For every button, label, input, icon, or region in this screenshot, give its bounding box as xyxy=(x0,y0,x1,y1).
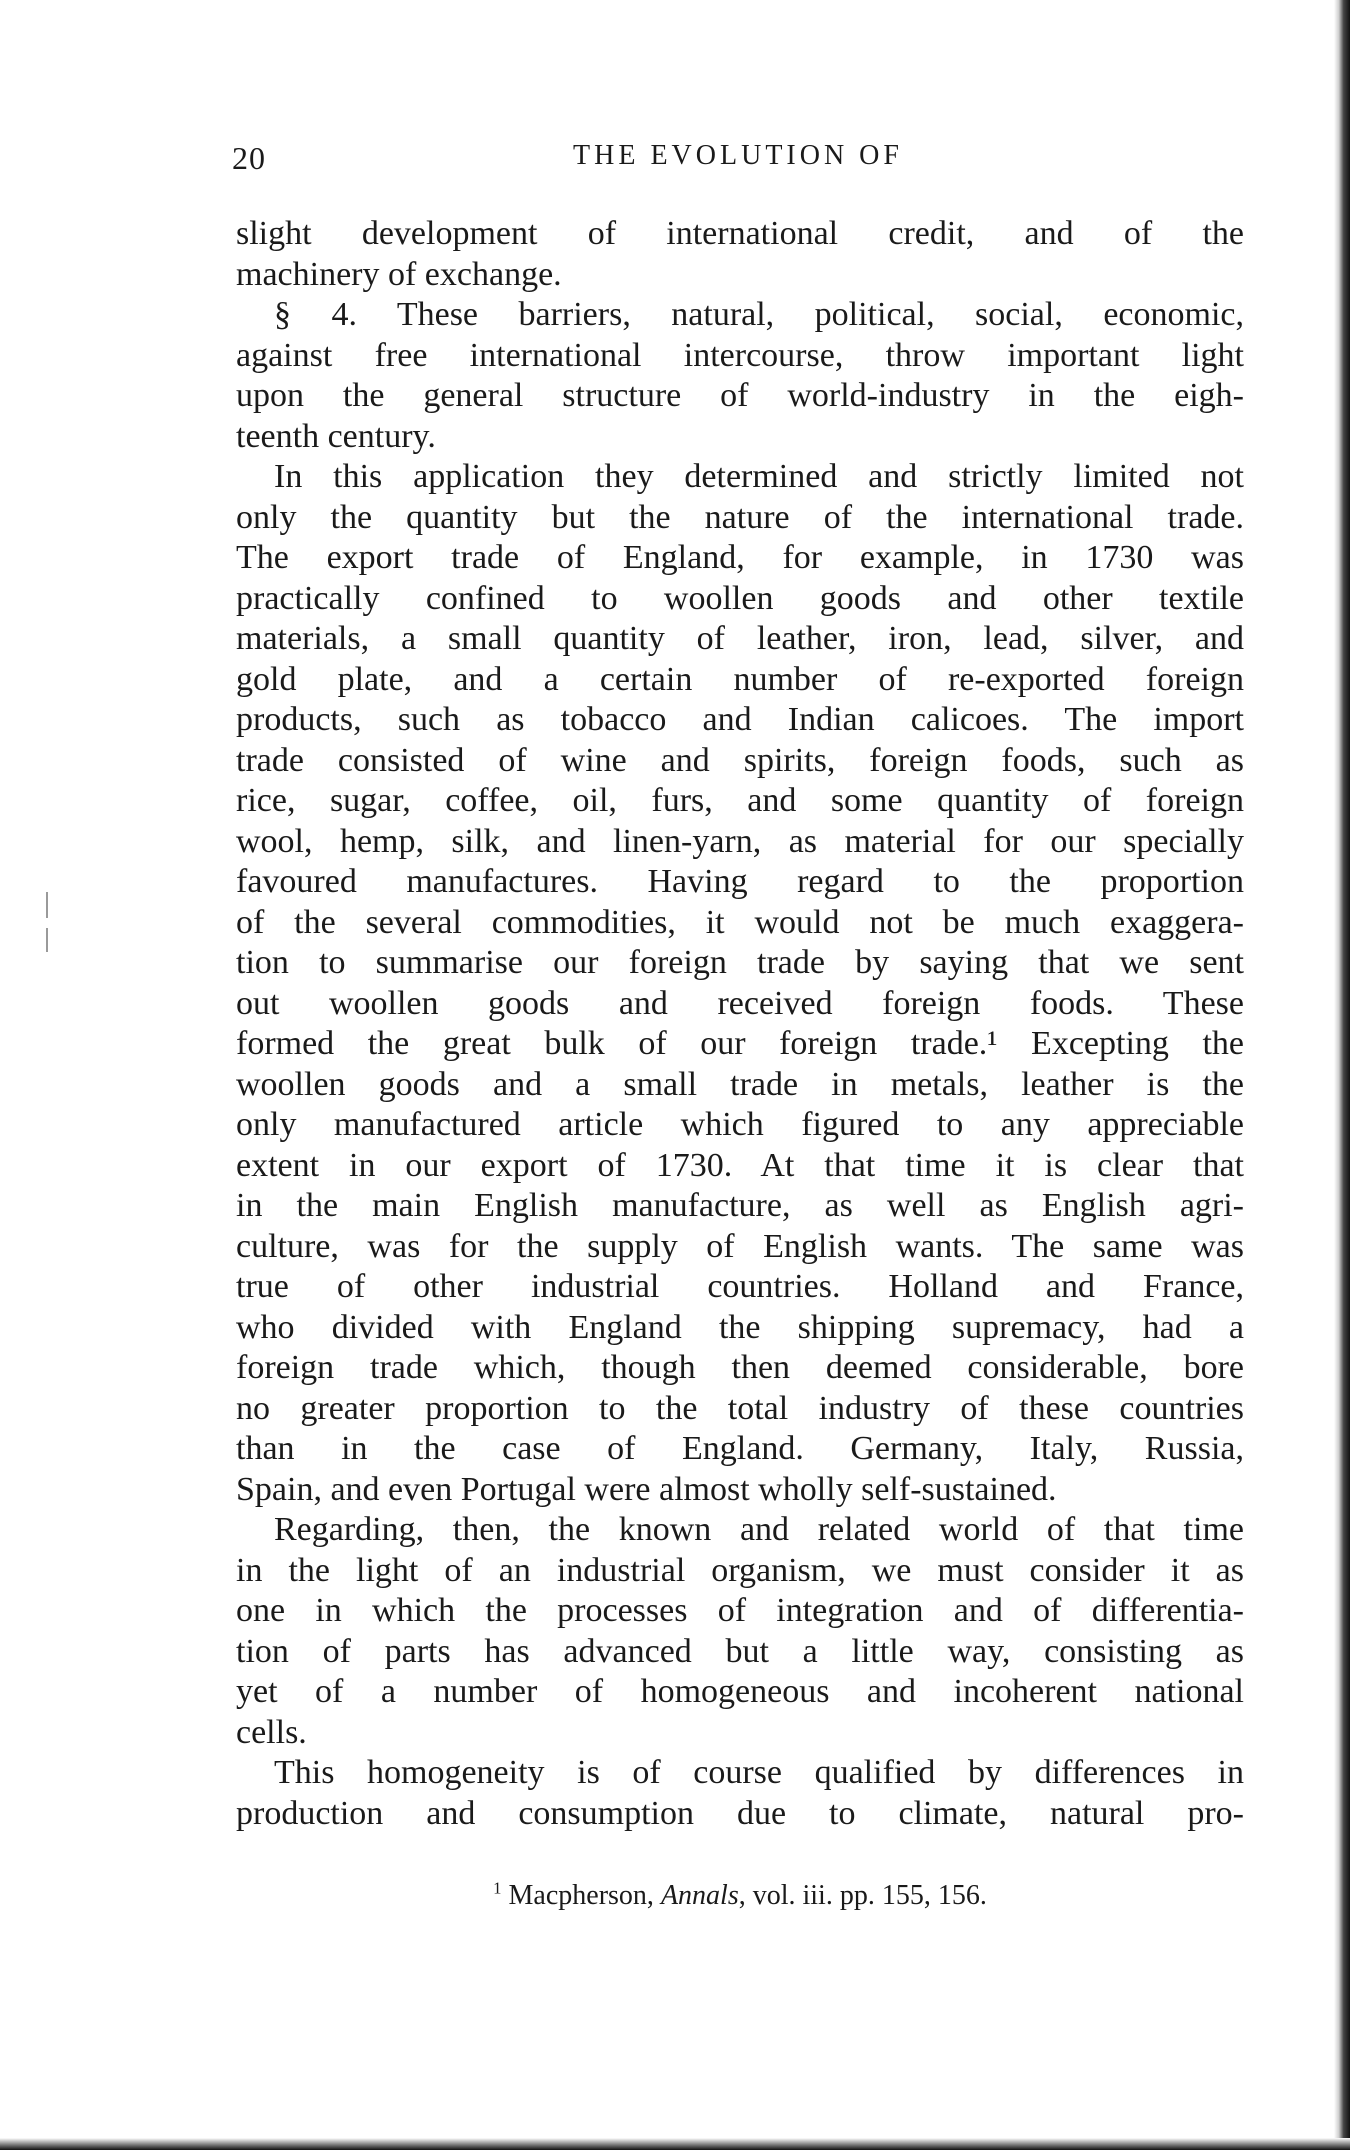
running-head-title: THE EVOLUTION OF xyxy=(573,140,903,171)
text-line: against free international intercourse, throw important light xyxy=(236,336,1244,374)
text-line: Regarding, then, the known and related world of that time xyxy=(274,1511,1244,1548)
text-line: of the several commodities, it would not be much exaggera- xyxy=(236,903,1244,941)
page-edge-shadow xyxy=(1334,0,1350,2150)
footnote-marker: 1 xyxy=(493,1878,502,1898)
body-text xyxy=(236,214,1244,1834)
footnote-work-title: Annals xyxy=(660,1880,739,1911)
page-number: 20 xyxy=(232,140,266,176)
text-line: culture, was for the supply of English wants. The same was xyxy=(236,1227,1244,1265)
text-line: upon the general structure of world-industry in the eigh- xyxy=(236,377,1244,414)
text-line: cells. xyxy=(236,1713,307,1751)
footnote-author: Macpherson, xyxy=(508,1880,654,1911)
text-line: extent in our export of 1730. At that time it is clear that xyxy=(236,1146,1244,1184)
footnote xyxy=(236,1878,1244,1914)
text-line: In this application they determined and strictly limited not xyxy=(274,458,1244,495)
text-line: practically confined to woollen goods and other textile xyxy=(236,579,1244,617)
text-line: tion of parts has advanced but a little way, consisting as xyxy=(236,1632,1244,1670)
text-line: favoured manufactures. Having regard to the proportion xyxy=(236,863,1244,900)
gutter-mark xyxy=(46,892,48,918)
text-line: wool, hemp, silk, and linen-yarn, as material for our specially xyxy=(236,822,1244,860)
text-line: one in which the processes of integration and of differentia- xyxy=(236,1592,1244,1629)
text-line: in the main English manufacture, as well as English agri- xyxy=(236,1187,1244,1224)
text-line: true of other industrial countries. Holland and France, xyxy=(236,1268,1244,1305)
text-line: only manufactured article which figured to any appreciable xyxy=(236,1106,1244,1143)
text-line: § 4. These barriers, natural, political, social, economic, xyxy=(274,296,1244,333)
text-line: no greater proportion to the total industry of these countries xyxy=(236,1389,1244,1427)
running-head xyxy=(232,140,1244,180)
text-line: who divided with England the shipping supremacy, had a xyxy=(236,1308,1244,1346)
text-line: foreign trade which, though then deemed considerable, bore xyxy=(236,1349,1244,1386)
text-line: in the light of an industrial organism, we must consider it as xyxy=(236,1551,1244,1589)
text-line: tion to summarise our foreign trade by saying that we sent xyxy=(236,944,1244,981)
text-line: machinery of exchange. xyxy=(236,255,562,293)
gutter-mark xyxy=(46,928,48,952)
text-line: materials, a small quantity of leather, iron, lead, silver, and xyxy=(236,620,1244,657)
text-line: products, such as tobacco and Indian calicoes. The import xyxy=(236,701,1244,738)
text-line: only the quantity but the nature of the international trade. xyxy=(236,498,1244,536)
text-line: than in the case of England. Germany, Italy, Russia, xyxy=(236,1430,1244,1467)
text-line: teenth century. xyxy=(236,417,436,455)
footnote-citation: , vol. iii. pp. 155, 156. xyxy=(738,1880,987,1911)
text-line: production and consumption due to climate, natural pro- xyxy=(236,1794,1244,1832)
text-line: This homogeneity is of course qualified by differences in xyxy=(274,1754,1244,1791)
text-line: rice, sugar, coffee, oil, furs, and some quantity of foreign xyxy=(236,782,1244,819)
text-line: slight development of international credit, and of the xyxy=(236,215,1244,252)
text-line: Spain, and even Portugal were almost wholly self-sustained. xyxy=(236,1470,1057,1508)
text-line: The export trade of England, for example, in 1730 was xyxy=(236,539,1244,576)
text-line: gold plate, and a certain number of re-exported foreign xyxy=(236,660,1244,698)
text-line: trade consisted of wine and spirits, foreign foods, such as xyxy=(236,741,1244,779)
page-bottom-edge xyxy=(0,2138,1350,2150)
text-line: formed the great bulk of our foreign trade.¹ Excepting the xyxy=(236,1025,1244,1062)
text-line: woollen goods and a small trade in metals, leather is the xyxy=(236,1065,1244,1103)
text-line: out woollen goods and received foreign foods. These xyxy=(236,984,1244,1022)
text-line: yet of a number of homogeneous and incoherent national xyxy=(236,1673,1244,1710)
